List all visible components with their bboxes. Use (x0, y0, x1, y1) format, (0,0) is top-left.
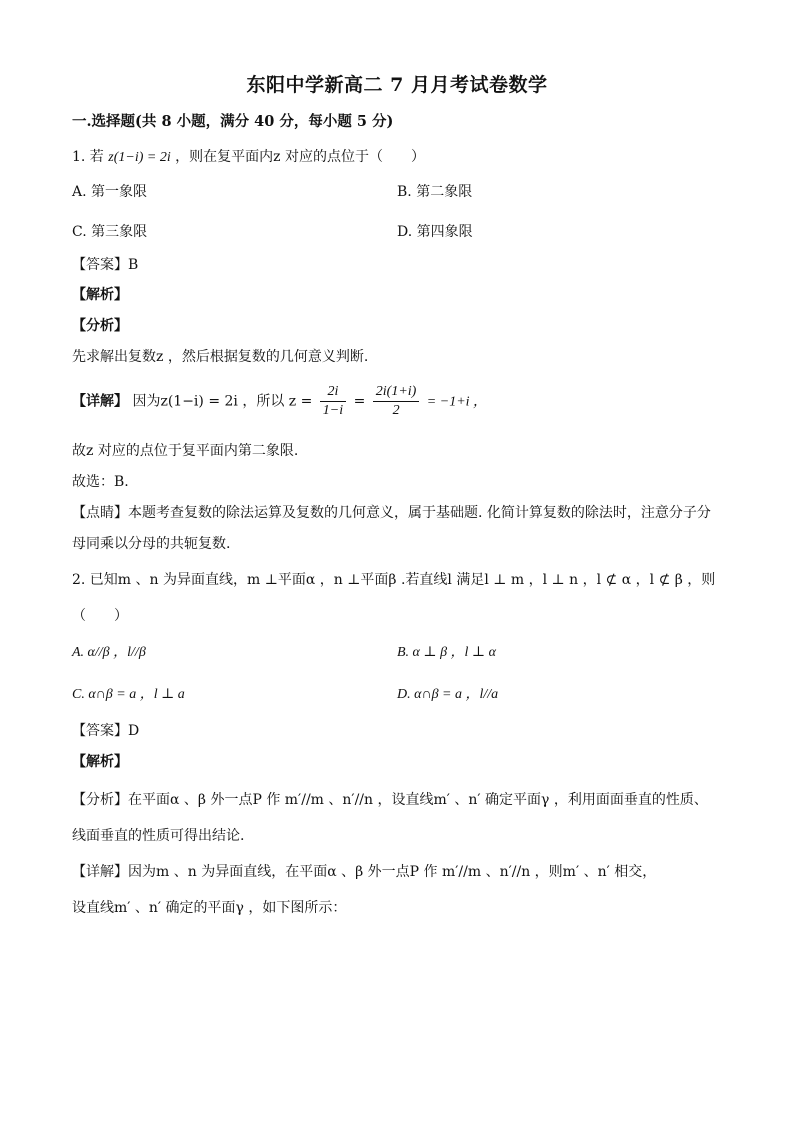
fraction-2-denominator: 2 (392, 403, 400, 418)
q1-answer: 【答案】B (72, 257, 139, 273)
q1-option-d: D. 第四象限 (397, 224, 473, 240)
q1-expr: z(1−i) = 2i (108, 150, 171, 165)
q1-fenxi-label: 【分析】 (72, 318, 128, 334)
fraction-1-denominator: 1−i (322, 403, 344, 418)
q2-stem-2: （ ） (72, 608, 128, 624)
q2-detail-1: 【详解】因为m 、n 为异面直线，在平面α 、β 外一点P 作 m′//m 、n′//n ，则m′ 、n′ 相交， (72, 864, 657, 880)
q1-option-b: B. 第二象限 (397, 184, 473, 200)
fraction-1 (320, 383, 346, 420)
section-heading: 一.选择题(共 8 小题，满分 40 分，每小题 5 分) (72, 113, 394, 130)
q2-fenxi-1: 【分析】在平面α 、β 外一点P 作 m′//m 、n′//n ，设直线m′ 、n′ 确定平面γ ，利用面面垂直的性质、 (72, 792, 708, 808)
fraction-2 (373, 383, 420, 420)
q2-fenxi-2: 线面垂直的性质可得出结论. (72, 828, 245, 844)
q1-fenxi-text: 先求解出复数z ，然后根据复数的几何意义判断. (72, 349, 369, 365)
q1-stem (72, 147, 425, 168)
q1-option-a: A. 第一象限 (72, 184, 148, 200)
q1-jiexi-label: 【解析】 (72, 287, 128, 303)
fraction-2-numerator: 2i(1+i) (373, 383, 420, 402)
q1-detail-a: 因为z(1−i) = 2i ，所以 z = (132, 393, 313, 410)
q1-detail (72, 383, 487, 420)
q1-detail-label: 【详解】 (72, 393, 128, 410)
q2-detail-2: 设直线m′ 、n′ 确定的平面γ ，如下图所示： (72, 900, 347, 916)
q2-option-c: C. α∩β = a ，l ⊥ a (72, 687, 185, 702)
q2-option-a: A. α//β ，l//β (72, 645, 146, 660)
page-title: 东阳中学新高二 7 月月考试卷数学 (246, 74, 548, 96)
q2-answer: 【答案】D (72, 723, 140, 739)
q1-suffix: ，则在复平面内z 对应的点位于（ ） (175, 149, 425, 165)
q1-dianjing-1: 【点睛】本题考查复数的除法运算及复数的几何意义，属于基础题. 化简计算复数的除法时，注意分子分 (72, 505, 711, 521)
equals-sign: = (353, 393, 366, 410)
q1-option-c: C. 第三象限 (72, 224, 148, 240)
q1-detail-b: = −1+i ， (426, 394, 488, 410)
q2-stem-1: 2. 已知m 、n 为异面直线，m ⊥平面α ，n ⊥平面β .若直线l 满足l ⊥ m ，l ⊥ n ，l ⊄ α ，l ⊄ β ，则 (72, 572, 716, 588)
q1-line2: 故z 对应的点位于复平面内第二象限. (72, 443, 299, 459)
q2-jiexi-label: 【解析】 (72, 754, 128, 770)
q2-option-b: B. α ⊥ β ，l ⊥ α (397, 645, 496, 660)
q1-prefix: 1. 若 (72, 149, 104, 165)
q1-line3: 故选：B. (72, 474, 129, 490)
fraction-1-numerator: 2i (320, 383, 346, 402)
q1-dianjing-2: 母同乘以分母的共轭复数. (72, 536, 231, 552)
q2-option-d: D. α∩β = a ，l//a (397, 687, 499, 702)
